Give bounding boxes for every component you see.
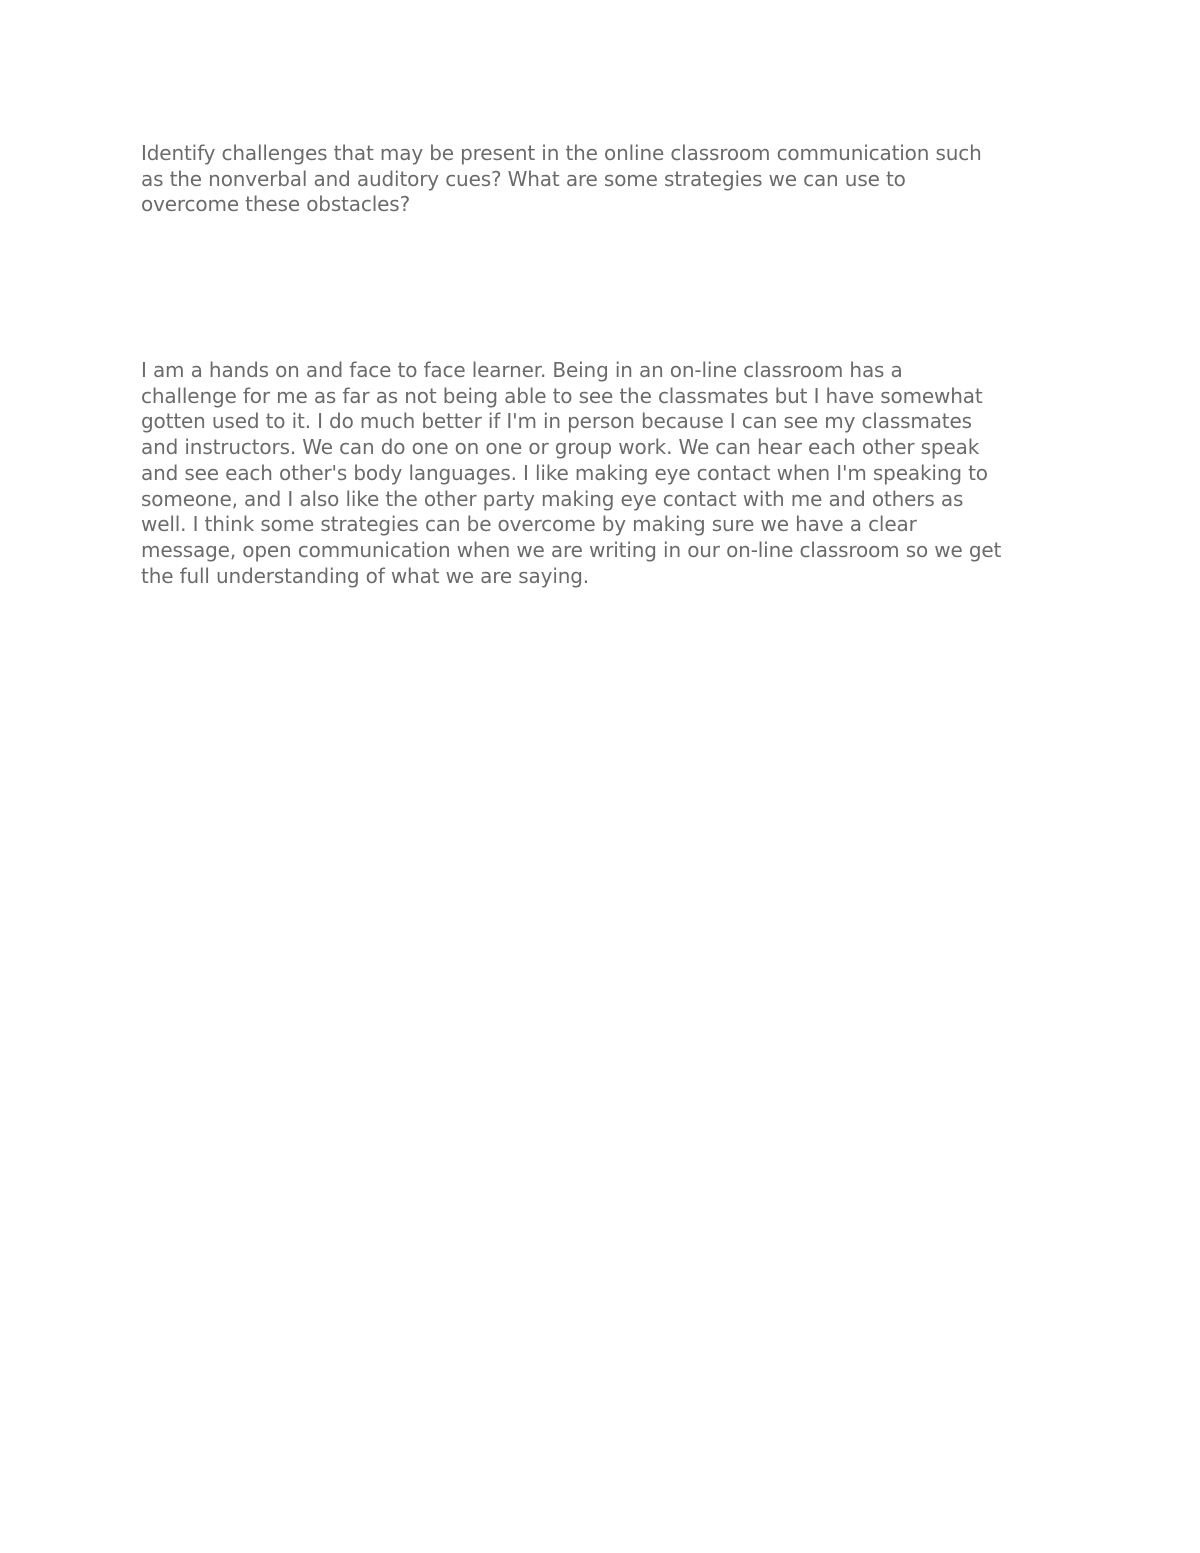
question-line: as the nonverbal and auditory cues? What are some strategies we can use to [141,166,906,191]
answer-line: challenge for me as far as not being able to see the classmates but I have somewhat [141,383,983,408]
answer-line: someone, and I also like the other party making eye contact with me and others as [141,486,964,511]
answer-line: well. I think some strategies can be overcome by making sure we have a clear [141,512,917,537]
question-line: Identify challenges that may be present in the online classroom communication such [141,141,982,165]
answer-line: message, open communication when we are writing in our on-line classroom so we get [141,537,1002,562]
answer-line: and see each other's body languages. I like making eye contact when I'm speaking to [141,460,988,485]
question-line: overcome these obstacles? [141,192,411,217]
answer-line: I am a hands on and face to face learner. Being in an on-line classroom has a [141,358,903,382]
answer-line: gotten used to it. I do much better if I'm in person because I can see my classmates [141,409,972,434]
answer-line: and instructors. We can do one on one or group work. We can hear each other speak [141,435,980,460]
answer-line: the full understanding of what we are saying. [141,563,590,588]
